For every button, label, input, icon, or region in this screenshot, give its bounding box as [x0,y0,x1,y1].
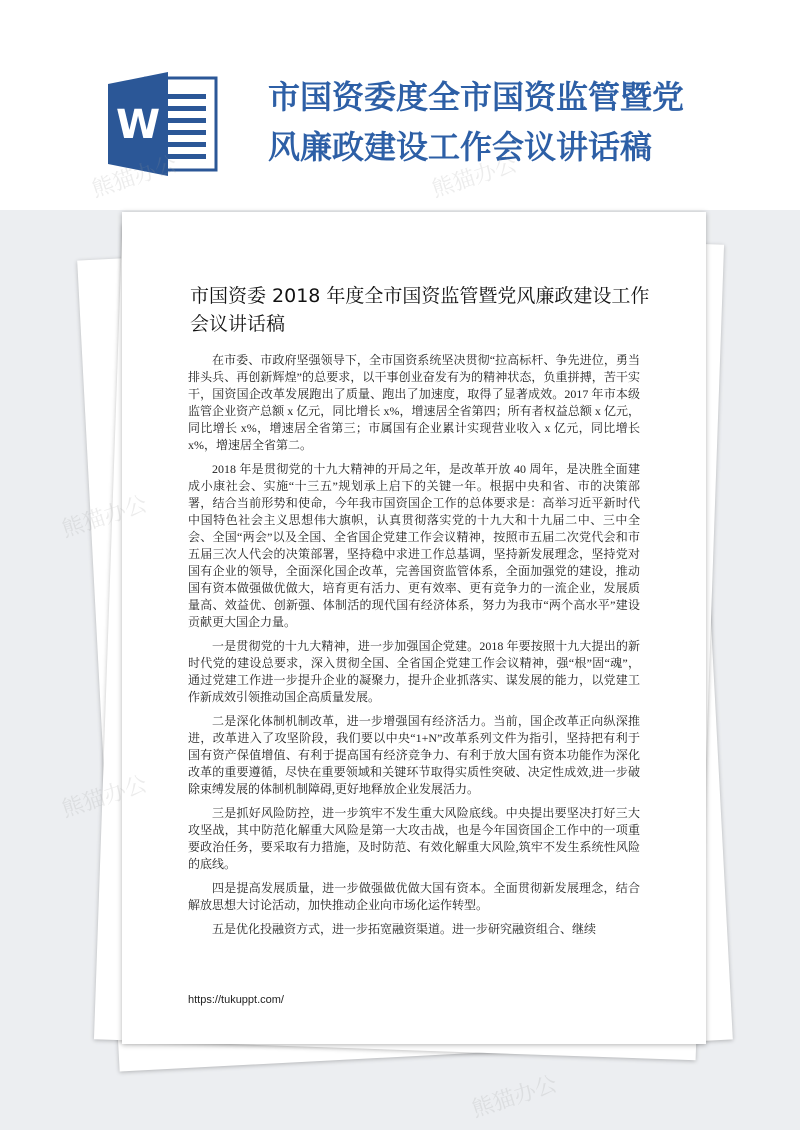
paragraph: 四是提高发展质量，进一步做强做优做大国有资本。全面贯彻新发展理念，结合解放思想大讨论活动，加快推动企业向市场化运作转型。 [188,881,640,912]
paragraph: 三是抓好风险防控，进一步筑牢不发生重大风险底线。中央提出要坚决打好三大攻坚战，其中防范化解重大风险是第一大攻击战，也是今年国资国企工作中的一项重要政治任务，要采取有力措施，及时防范、有效化解重大风险,筑牢不发生系统性风险的底线。 [188,806,640,871]
banner-title [268,72,768,172]
word-document-icon [108,72,220,176]
banner-title-line1: 市国资委度全市国资监管暨党 [268,78,685,116]
svg-text:W: W [115,102,161,148]
document-body [188,352,640,945]
watermark: 熊猫办公 [468,1071,561,1123]
paragraph: 2018 年是贯彻党的十九大精神的开局之年，是改革开放 40 周年，是决胜全面建成小康社会、实施“十三五”规划承上启下的关键一年。根据中央和省、市的决策部署，结合当前形势和使命，今年我市国资国企工作的总体要求是：高举习近平新时代中国特色社会主义思想伟大旗帜，认真贯彻落实党的十九大和十九届二中、三中全会、全国“两会”以及全国、全省国企党建工作会议精神，按照市五届二次党代会和市五届三次人代会的决策部署，坚持稳中求进工作总基调，坚持新发展理念，坚持党对国有企业的领导，全面深化国企改革，完善国资监管体系，全面加强党的建设，推动国有资本做强做优做大，培育更有活力、更有效率、更有竞争力的一流企业，发展质量高、效益优、创新强、体制活的现代国有经济体系，努力为我市“两个高水平”建设贡献更大国企力量。 [188,462,640,629]
banner-title-line2: 风廉政建设工作会议讲话稿 [268,128,653,166]
footer-url[interactable]: https://tukuppt.com/ [188,994,284,1006]
paragraph: 在市委、市政府坚强领导下，全市国资系统坚决贯彻“拉高标杆、争先进位，勇当排头兵、再创新辉煌”的总要求，以干事创业奋发有为的精神状态，负重拼搏，苦干实干，国资国企改革发展跑出了质量、跑出了加速度，取得了显著成效。2017 年市本级监管企业资产总额 x 亿元，同比增长 x%，增速居全省第四；所有者权益总额 x 亿元，同比增长 x%，增速居全省第三；市属国有企业累计实现营业收入 x 亿元，同比增长 x%，增速居全省第二。 [188,353,640,452]
document-title: 市国资委 2018 年度全市国资监管暨党风廉政建设工作会议讲话稿 [190,285,650,335]
banner [0,0,800,210]
paragraph: 五是优化投融资方式，进一步拓宽融资渠道。进一步研究融资组合、继续 [212,922,597,936]
paragraph: 二是深化体制机制改革，进一步增强国有经济活力。当前，国企改革正向纵深推进，改革进入了攻坚阶段，我们要以中央“1+N”改革系列文件为指引，坚持把有利于国有资产保值增值、有利于提高国有经济竞争力、有利于放大国有资本功能作为深化改革的重要遵循，尽快在重要领域和关键环节取得实质性突破、决定性成效,进一步破除束缚发展的体制机制障碍,更好地释放企业发展活力。 [188,714,640,796]
document-page [122,212,706,1044]
paragraph: 一是贯彻党的十九大精神，进一步加强国企党建。2018 年要按照十九大提出的新时代党的建设总要求，深入贯彻全国、全省国企党建工作会议精神，强“根”固“魂”，通过党建工作进一步提升企业的凝聚力，提升企业抓落实、谋发展的能力，以党建工作新成效引领推动国企高质量发展。 [188,639,640,704]
